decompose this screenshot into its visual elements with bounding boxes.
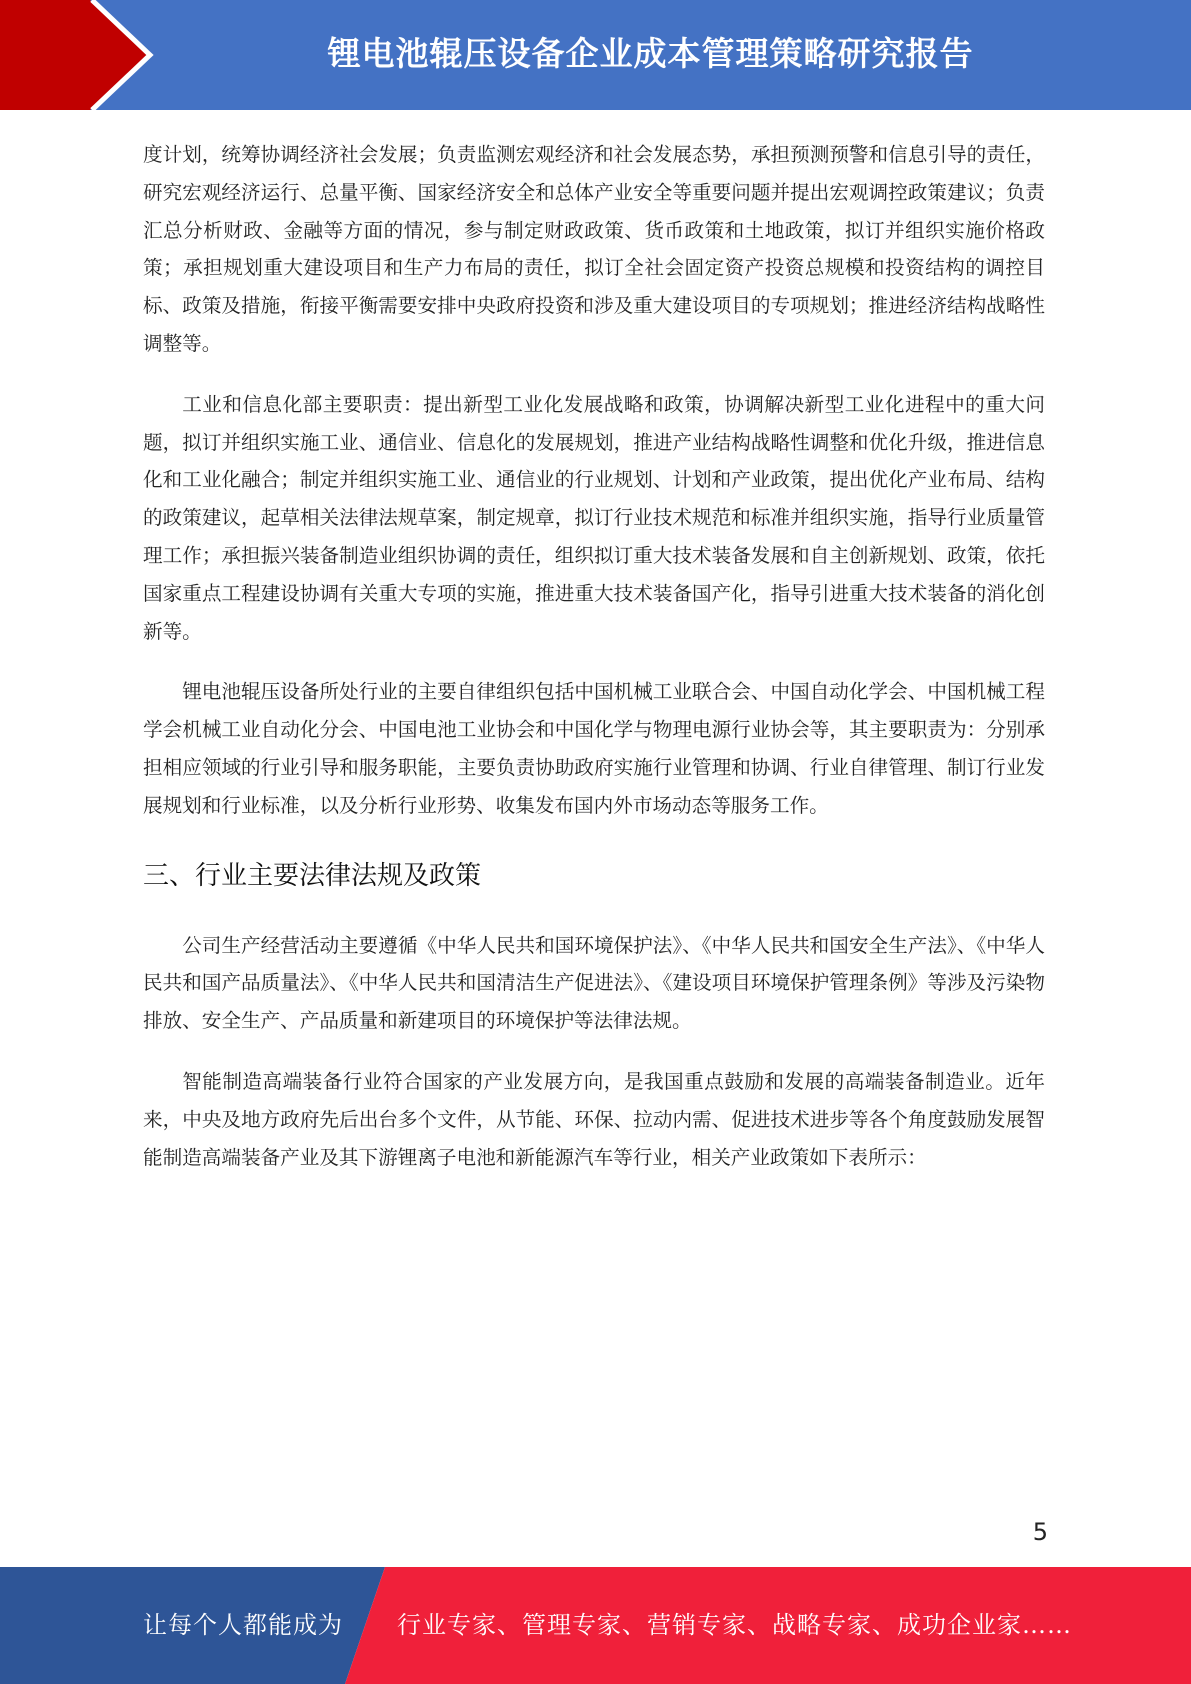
page-header: [0, 0, 1191, 110]
paragraph-ndrc-duties-continued: 度计划，统筹协调经济社会发展；负责监测宏观经济和社会发展态势，承担预测预警和信息引导的责任，研究宏观经济运行、总量平衡、国家经济安全和总体产业安全等重要问题并提出宏观调控政策建议；负责汇总分析财政、金融等方面的情况，参与制定财政政策、货币政策和土地政策，拟订并组织实施价格政策；承担规划重大建设项目和生产力布局的责任，拟订全社会固定资产投资总规模和投资结构的调控目标、政策及措施，衔接平衡需要安排中央政府投资和涉及重大建设项目的专项规划；推进经济结构战略性调整等。: [143, 143, 1045, 355]
paragraph-self-regulatory-organizations: 锂电池辊压设备所处行业的主要自律组织包括中国机械工业联合会、中国自动化学会、中国机械工程学会机械工业自动化分会、中国电池工业协会和中国化学与物理电源行业协会等，其主要职责为：分别承担相应领域的行业引导和服务职能，主要负责协助政府实施行业管理和协调、行业自律管理、制订行业发展规划和行业标准，以及分析行业形势、收集发布国内外市场动态等服务工作。: [143, 680, 1045, 817]
report-title: 锂电池辊压设备企业成本管理策略研究报告: [327, 34, 974, 73]
footer-slogan-right: 行业专家、管理专家、营销专家、战略专家、成功企业家……: [397, 1611, 1072, 1639]
section-heading: 三、行业主要法律法规及政策: [143, 860, 482, 891]
footer-slogan-left: 让每个人都能成为: [143, 1611, 343, 1639]
document-body: [143, 136, 1045, 1176]
paragraph-miit-duties: 工业和信息化部主要职责：提出新型工业化发展战略和政策，协调解决新型工业化进程中的重大问题，拟订并组织实施工业、通信业、信息化的发展规划，推进产业结构战略性调整和优化升级，推进信息化和工业化融合；制定并组织实施工业、通信业的行业规划、计划和产业政策，提出优化产业布局、结构的政策建议，起草相关法律法规草案，制定规章，拟订行业技术规范和标准并组织实施，指导行业质量管理工作；承担振兴装备制造业组织协调的责任，组织拟订重大技术装备发展和自主创新规划、政策，依托国家重点工程建设协调有关重大专项的实施，推进重大技术装备国产化，指导引进重大技术装备的消化创新等。: [143, 392, 1045, 643]
paragraph-laws-regulations: 公司生产经营活动主要遵循《中华人民共和国环境保护法》、《中华人民共和国安全生产法》、《中华人民共和国产品质量法》、《中华人民共和国清洁生产促进法》、《建设项目环境保护管理条例》等涉及污染物排放、安全生产、产品质量和新建项目的环境保护等法律法规。: [143, 933, 1045, 1033]
page-footer: [0, 1567, 1191, 1684]
page-number: 5: [1032, 1518, 1048, 1546]
paragraph-industry-policy: 智能制造高端装备行业符合国家的产业发展方向，是我国重点鼓励和发展的高端装备制造业。近年来，中央及地方政府先后出台多个文件，从节能、环保、拉动内需、促进技术进步等各个角度鼓励发展智能制造高端装备产业及其下游锂离子电池和新能源汽车等行业，相关产业政策如下表所示：: [143, 1069, 1045, 1169]
